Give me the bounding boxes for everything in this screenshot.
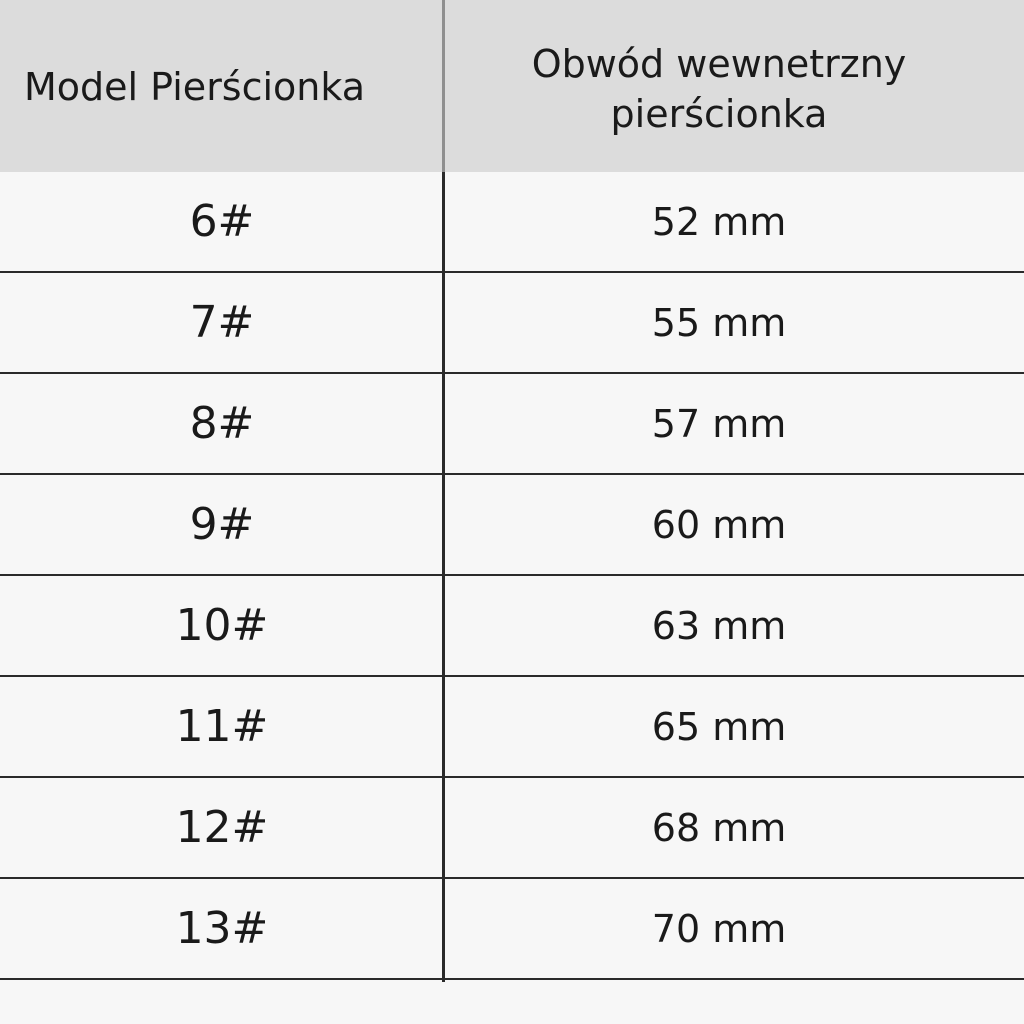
table-row [0, 475, 1024, 576]
circumference-cell: 57 mm [651, 401, 787, 446]
model-cell: 9# [189, 499, 255, 550]
header-column-divider [442, 0, 445, 172]
circumference-cell: 70 mm [651, 906, 787, 951]
table-row [0, 677, 1024, 778]
table-row [0, 778, 1024, 879]
table-row [0, 879, 1024, 980]
table-row [0, 576, 1024, 677]
header-circumference-label: Obwód wewnetrzny pierścionka [531, 42, 907, 136]
model-cell: 6# [189, 196, 255, 247]
table-row [0, 172, 1024, 273]
model-cell: 10# [175, 600, 269, 651]
table-row [0, 374, 1024, 475]
model-cell: 13# [175, 903, 269, 954]
model-cell: 11# [175, 701, 269, 752]
model-cell: 12# [175, 802, 269, 853]
header-model-label: Model Pierścionka [24, 65, 366, 109]
circumference-cell: 63 mm [651, 603, 787, 648]
model-cell: 7# [189, 297, 255, 348]
table-row [0, 273, 1024, 374]
circumference-cell: 60 mm [651, 502, 787, 547]
table-header-row [0, 0, 1024, 174]
header-model [0, 0, 444, 172]
model-cell: 8# [189, 398, 255, 449]
circumference-cell: 55 mm [651, 300, 787, 345]
header-circumference [446, 0, 1024, 172]
circumference-cell: 68 mm [651, 805, 787, 850]
circumference-cell: 52 mm [651, 199, 787, 244]
circumference-cell: 65 mm [651, 704, 787, 749]
